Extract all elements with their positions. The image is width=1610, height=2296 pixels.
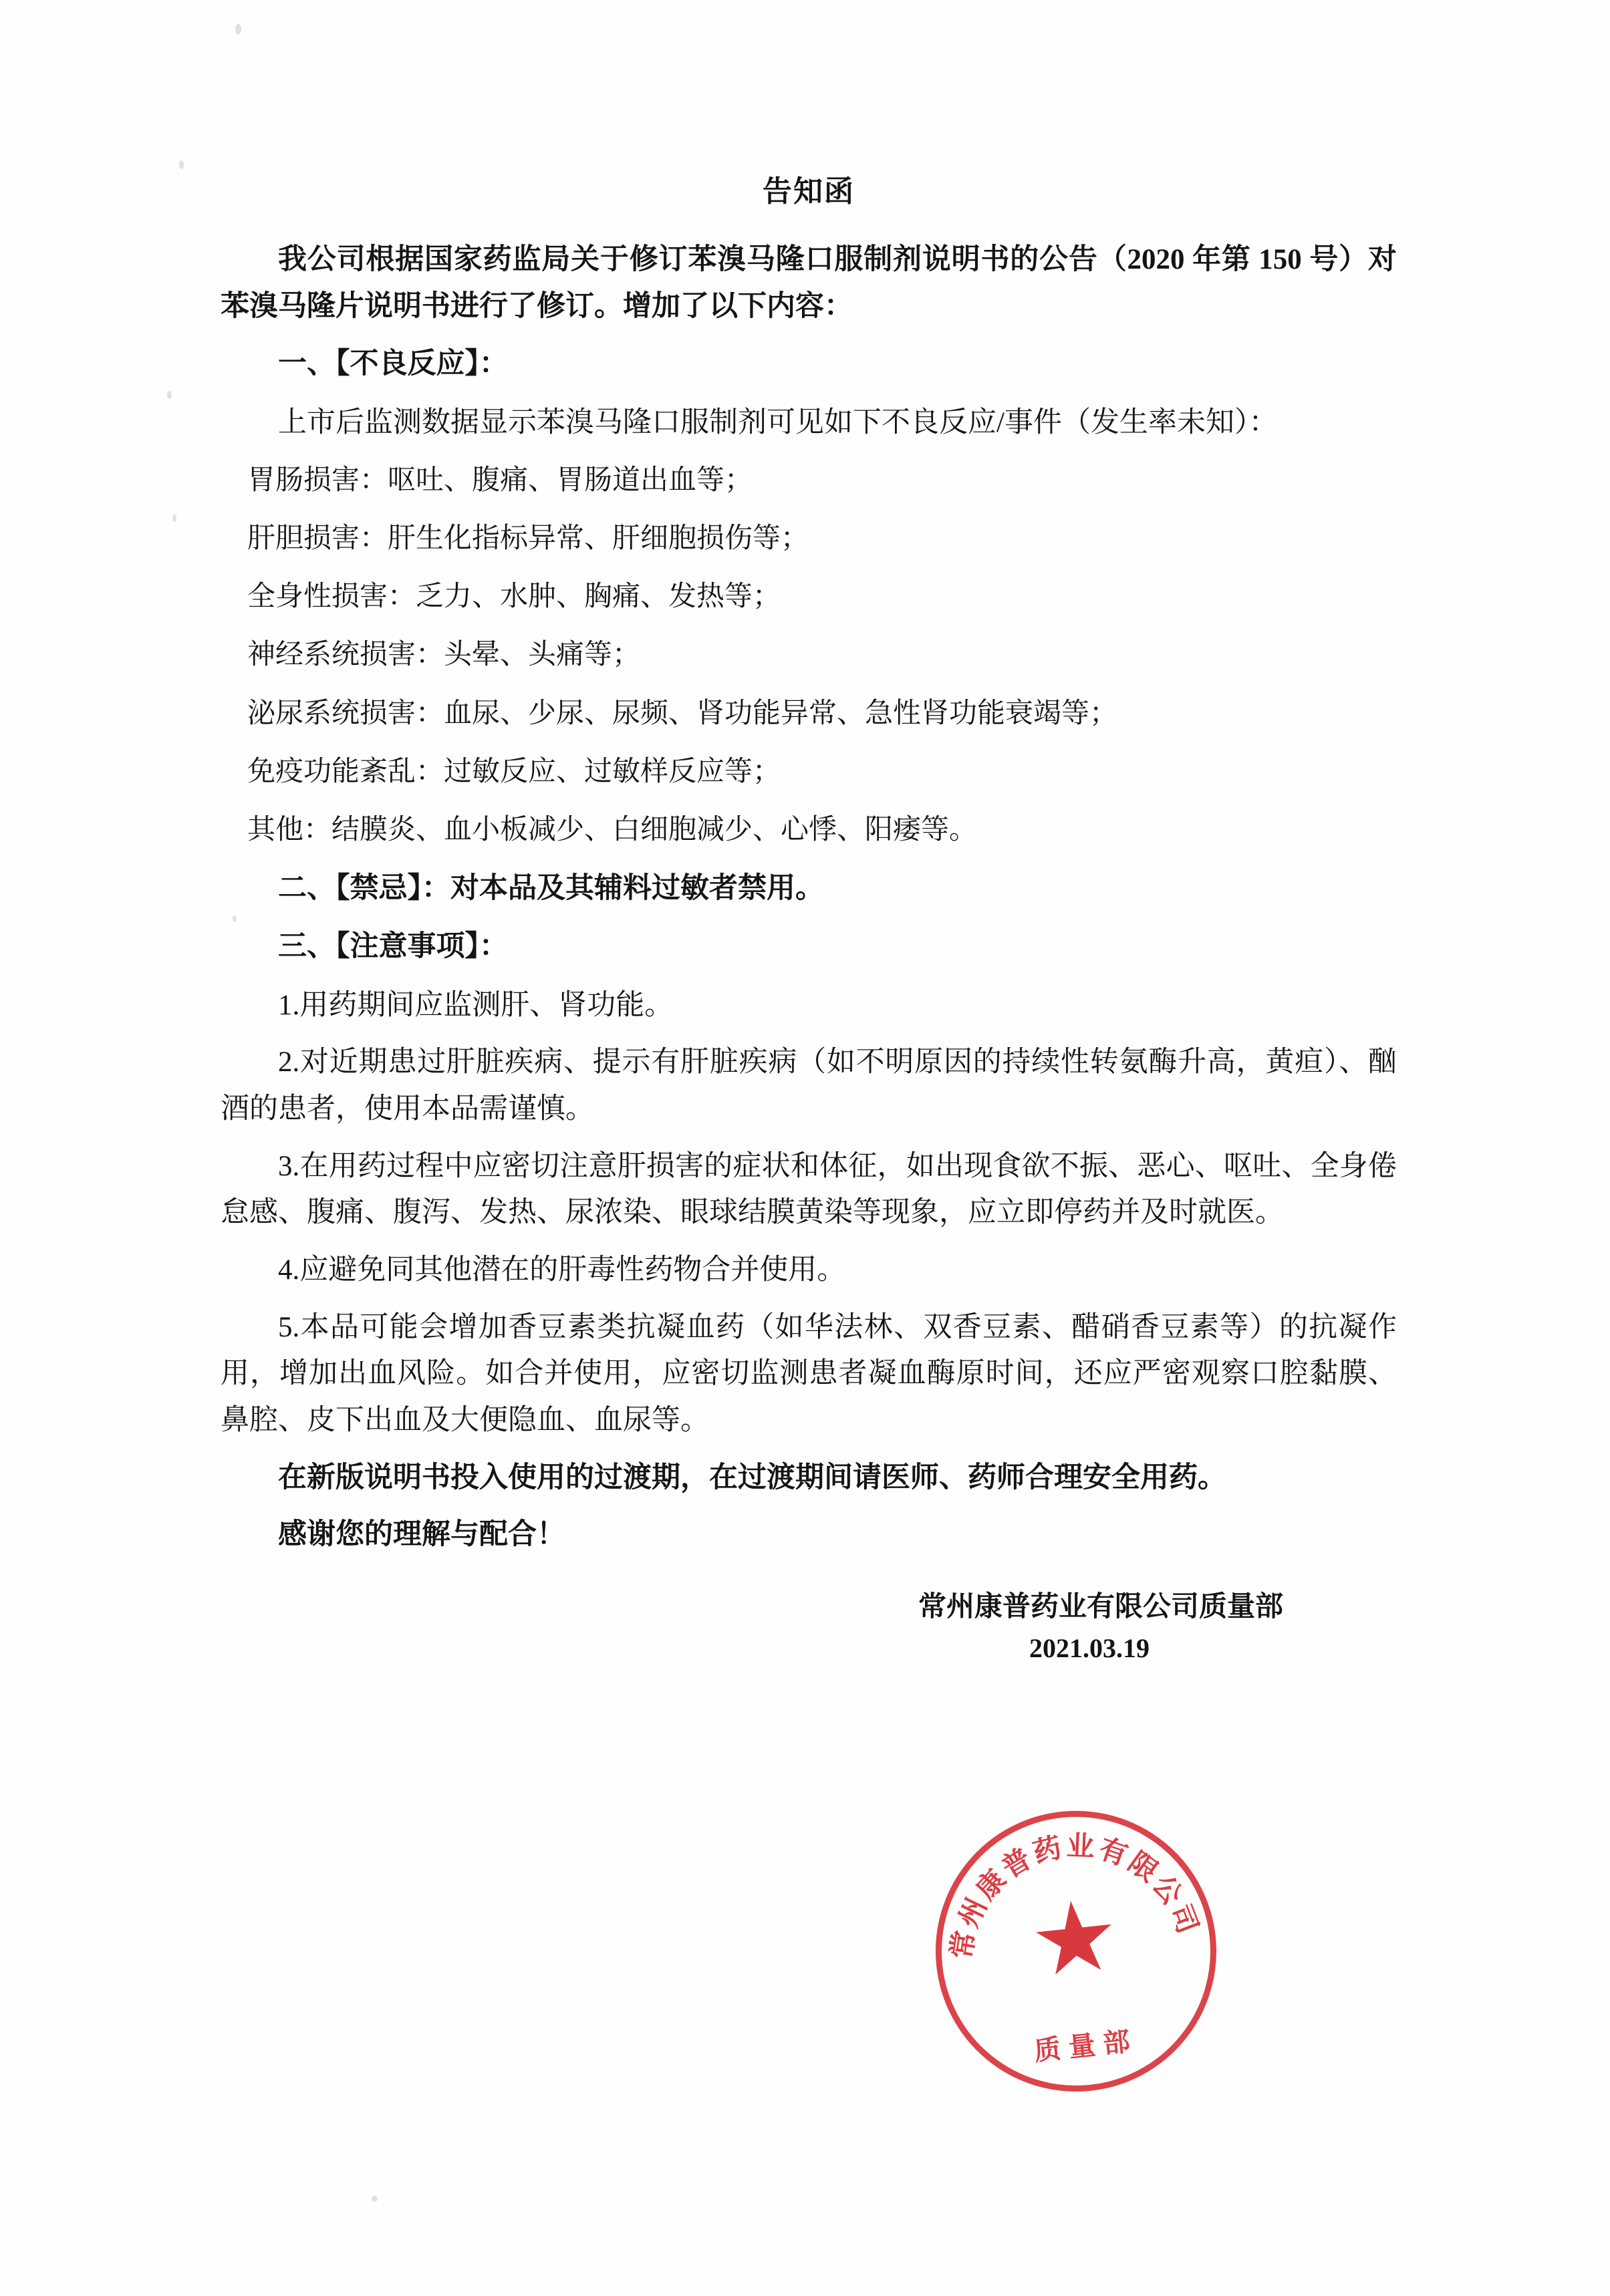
scan-speck (235, 24, 241, 35)
scan-speck (372, 2196, 378, 2202)
list-item: 肝胆损害：肝生化指标异常、肝细胞损伤等； (247, 523, 809, 554)
numbered-item: 3.在用药过程中应密切注意肝损害的症状和体征，如出现食欲不振、恶心、呕吐、全身倦怠感、腹痛、腹泻、发热、尿浓染、眼球结膜黄染等现象，应立即停药并及时就医。 (221, 1150, 1397, 1229)
scan-speck (179, 160, 184, 169)
list-item: 泌尿系统损害：血尿、少尿、尿频、肾功能异常、急性肾功能衰竭等； (247, 698, 1118, 729)
closing-paragraph: 在新版说明书投入使用的过渡期，在过渡期间请医师、药师合理安全用药。 (278, 1461, 1226, 1493)
section-heading-precautions: 三、【注意事项】： (278, 930, 508, 962)
list-item: 胃肠损害：呕吐、腹痛、胃肠道出血等； (247, 464, 753, 496)
thanks-paragraph: 感谢您的理解与配合！ (278, 1519, 565, 1551)
section-heading-contraindications: 二、【禁忌】：对本品及其辅料过敏者禁用。 (278, 873, 824, 905)
signature-date: 2021.03.19 (1029, 1632, 1150, 1663)
page-title: 告知函 (763, 175, 855, 208)
list-item: 其他：结膜炎、血小板减少、白细胞减少、心悸、阳痿等。 (247, 814, 978, 845)
signature-block (221, 1586, 1397, 1669)
section-heading-adverse-reactions: 一、【不良反应】： (278, 348, 508, 380)
section-lead-adverse-reactions: 上市后监测数据显示苯溴马隆口服制剂可见如下不良反应/事件（发生率未知）： (278, 407, 1278, 439)
document-body (221, 167, 1397, 1669)
intro-paragraph: 我公司根据国家药监局关于修订苯溴马隆口服制剂说明书的公告（2020 年第 150 号）对苯溴马隆片说明书进行了修订。增加了以下内容： (221, 244, 1397, 322)
seal-arc-label: 常州康普药业有限公司 (946, 1831, 1204, 1961)
numbered-item: 4.应避免同其他潜在的肝毒性药物合并使用。 (278, 1254, 846, 1286)
scan-speck (167, 391, 172, 399)
list-item: 神经系统损害：头晕、头痛等； (247, 639, 641, 671)
list-item: 全身性损害：乏力、水肿、胸痛、发热等； (247, 581, 781, 613)
numbered-item: 5.本品可能会增加香豆素类抗凝血药（如华法林、双香豆素、醋硝香豆素等）的抗凝作用，增加出血风险。如合并使用，应密切监测患者凝血酶原时间，还应严密观察口腔黏膜、鼻腔、皮下出血及大便隐血、血尿等。 (221, 1311, 1397, 1436)
seal-bottom-label: 质量部 (1032, 2025, 1139, 2067)
seal-arc-text (922, 1797, 1230, 2106)
seal-star-icon (1031, 1896, 1118, 1983)
signature-company: 常州康普药业有限公司质量部 (918, 1591, 1283, 1622)
company-seal (922, 1797, 1230, 2106)
numbered-item: 1.用药期间应监测肝、肾功能。 (278, 989, 674, 1021)
list-item: 免疫功能紊乱：过敏反应、过敏样反应等； (247, 756, 781, 787)
scan-speck (172, 515, 176, 522)
svg-text:常州康普药业有限公司 (934, 1818, 1204, 1964)
numbered-item: 2.对近期患过肝脏疾病、提示有肝脏疾病（如不明原因的持续性转氨酶升高，黄疸）、酗酒的患者，使用本品需谨慎。 (221, 1046, 1397, 1125)
seal-ring (922, 1797, 1230, 2106)
